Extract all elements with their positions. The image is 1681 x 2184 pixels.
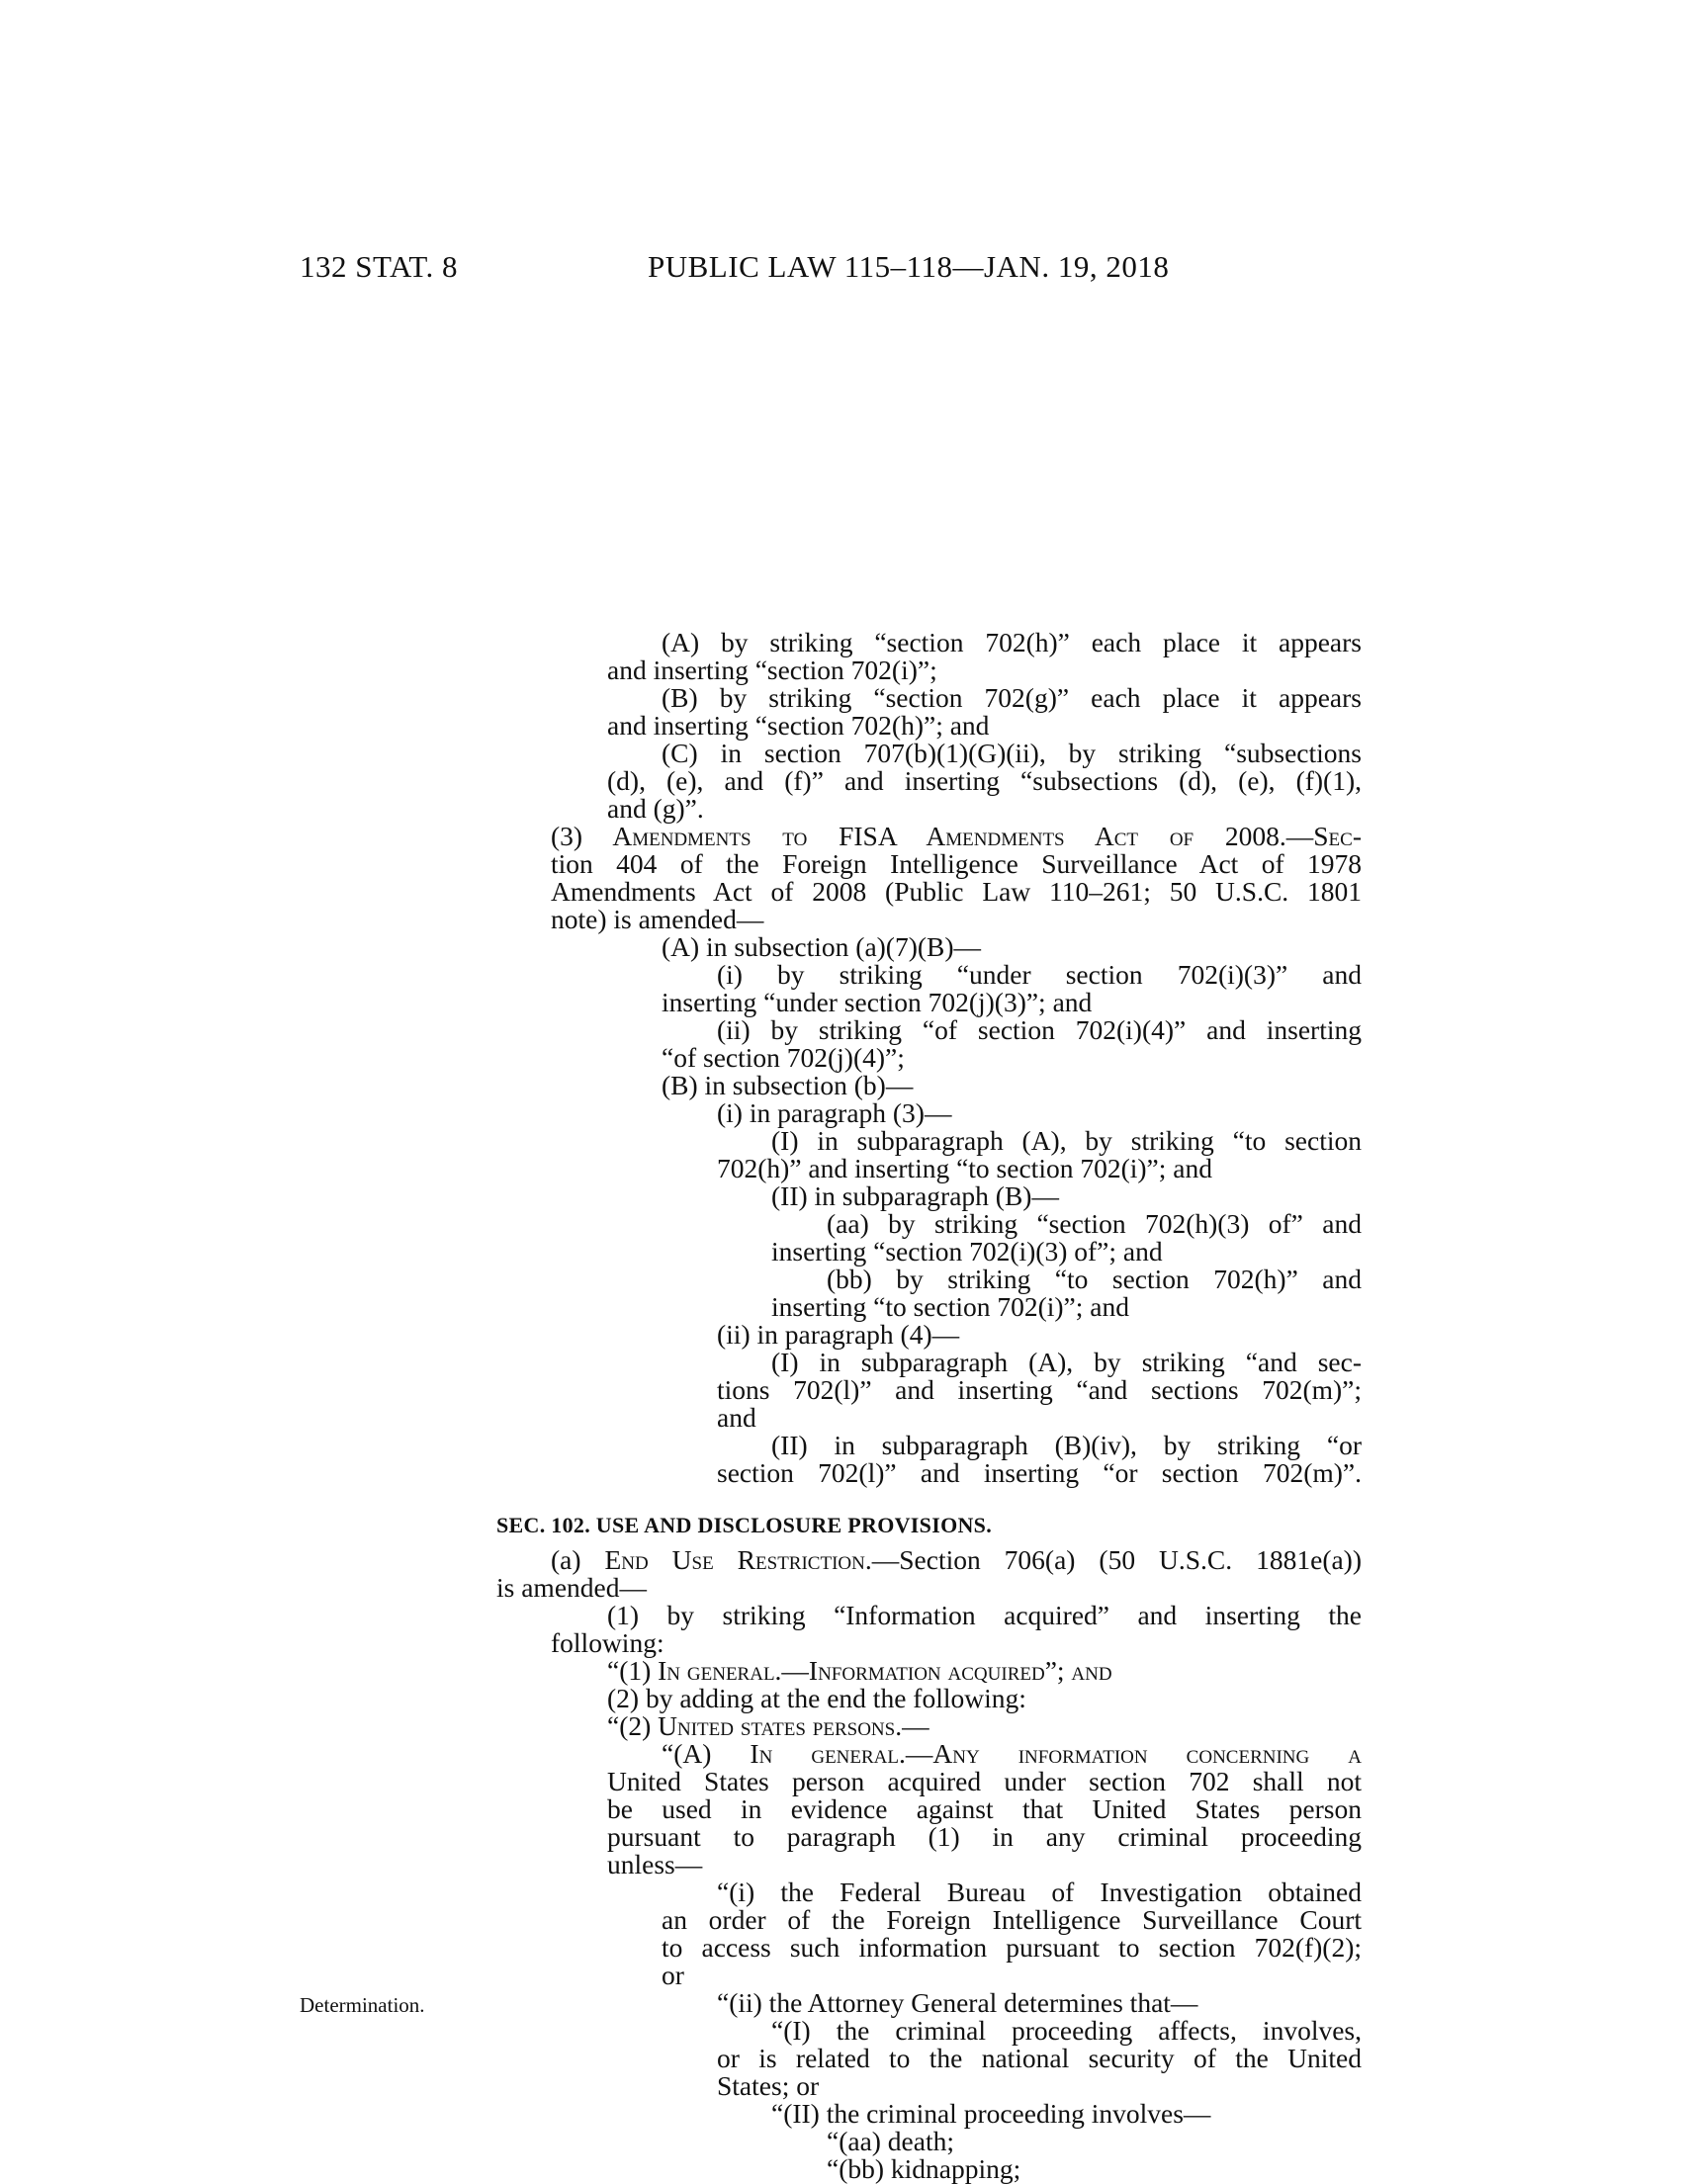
text-line: (a) End Use Restriction.—Section 706(a) (50 U.S.C. 1881e(a)) <box>551 1544 1362 1575</box>
text-line: “(bb) kidnapping; <box>827 2153 1021 2184</box>
text-line: (3) Amendments to FISA Amendments Act of 2008.—Sec- <box>551 821 1362 851</box>
text-line: inserting “under section 702(j)(3)”; and <box>662 987 1093 1017</box>
text-line: (d), (e), and (f)” and inserting “subsections (d), (e), (f)(1), <box>607 765 1362 796</box>
text-line: be used in evidence against that United States person <box>607 1793 1362 1824</box>
text-line: (ii) by striking “of section 702(i)(4)” and inserting <box>717 1014 1362 1045</box>
text-line: and inserting “section 702(i)”; <box>607 655 937 685</box>
text-line: section 702(l)” and inserting “or section 702(m)”. <box>717 1457 1362 1488</box>
margin-note: Determination. <box>300 1993 425 2017</box>
text-line: (i) by striking “under section 702(i)(3)” and <box>717 959 1362 990</box>
text-line: is amended— <box>496 1572 647 1603</box>
text-line: and <box>717 1402 756 1433</box>
text-line: unless— <box>607 1849 703 1879</box>
text-line: (2) by adding at the end the following: <box>607 1683 1026 1713</box>
text-line: (II) in subparagraph (B)(iv), by striking “or <box>771 1430 1362 1460</box>
text-line: an order of the Foreign Intelligence Surveillance Court <box>662 1904 1362 1935</box>
text-line: tions 702(l)” and inserting “and sections 702(m)”; <box>717 1374 1362 1405</box>
text-line: and (g)”. <box>607 793 704 824</box>
text-line: or <box>662 1960 684 1990</box>
page-reference: 132 STAT. 8 <box>300 249 459 284</box>
text-line: or is related to the national security of the United <box>717 2043 1362 2073</box>
text-line: (B) in subsection (b)— <box>662 1070 914 1100</box>
text-line: “(1) In general.—Information acquired”; and <box>607 1655 1112 1686</box>
text-line: (I) in subparagraph (A), by striking “and sec- <box>771 1347 1362 1377</box>
text-line: (ii) in paragraph (4)— <box>717 1319 960 1350</box>
text-line: (II) in subparagraph (B)— <box>771 1180 1059 1211</box>
section-heading: SEC. 102. USE AND DISCLOSURE PROVISIONS. <box>496 1513 993 1537</box>
text-line: note) is amended— <box>551 904 764 934</box>
text-line: (A) by striking “section 702(h)” each place it appears <box>662 627 1362 657</box>
text-line: (bb) by striking “to section 702(h)” and <box>827 1264 1362 1294</box>
text-line: tion 404 of the Foreign Intelligence Surveillance Act of 1978 <box>551 848 1362 879</box>
page-title: PUBLIC LAW 115–118—JAN. 19, 2018 <box>648 249 1170 284</box>
text-line: (A) in subsection (a)(7)(B)— <box>662 931 982 962</box>
text-line: (I) in subparagraph (A), by striking “to section <box>771 1125 1362 1156</box>
text-line: States; or <box>717 2070 820 2101</box>
text-line: “(i) the Federal Bureau of Investigation obtained <box>717 1877 1362 1907</box>
text-line: (i) in paragraph (3)— <box>717 1097 952 1128</box>
text-line: following: <box>551 1627 664 1658</box>
text-line: pursuant to paragraph (1) in any criminal proceeding <box>607 1821 1362 1852</box>
text-line: Amendments Act of 2008 (Public Law 110–261; 50 U.S.C. 1801 <box>551 876 1362 907</box>
text-line: “(aa) death; <box>827 2126 955 2156</box>
text-line: United States person acquired under section 702 shall not <box>607 1766 1362 1796</box>
text-line: to access such information pursuant to section 702(f)(2); <box>662 1932 1362 1963</box>
text-line: and inserting “section 702(h)”; and <box>607 710 990 741</box>
text-line: “(II) the criminal proceeding involves— <box>771 2098 1211 2129</box>
text-line: 702(h)” and inserting “to section 702(i)”; and <box>717 1153 1212 1183</box>
text-line: “of section 702(j)(4)”; <box>662 1042 905 1073</box>
text-line: (B) by striking “section 702(g)” each place it appears <box>662 682 1362 713</box>
text-line: inserting “to section 702(i)”; and <box>771 1291 1129 1322</box>
text-line: “(A) In general.—Any information concerning a <box>662 1738 1362 1769</box>
text-line: (1) by striking “Information acquired” and inserting the <box>607 1600 1362 1630</box>
text-line: “(ii) the Attorney General determines that— <box>717 1987 1198 2018</box>
text-line: (C) in section 707(b)(1)(G)(ii), by striking “subsections <box>662 738 1362 768</box>
text-line: “(2) United states persons.— <box>607 1710 929 1741</box>
text-line: “(I) the criminal proceeding affects, involves, <box>771 2015 1362 2046</box>
text-line: (aa) by striking “section 702(h)(3) of” and <box>827 1208 1362 1239</box>
text-line: inserting “section 702(i)(3) of”; and <box>771 1236 1163 1267</box>
